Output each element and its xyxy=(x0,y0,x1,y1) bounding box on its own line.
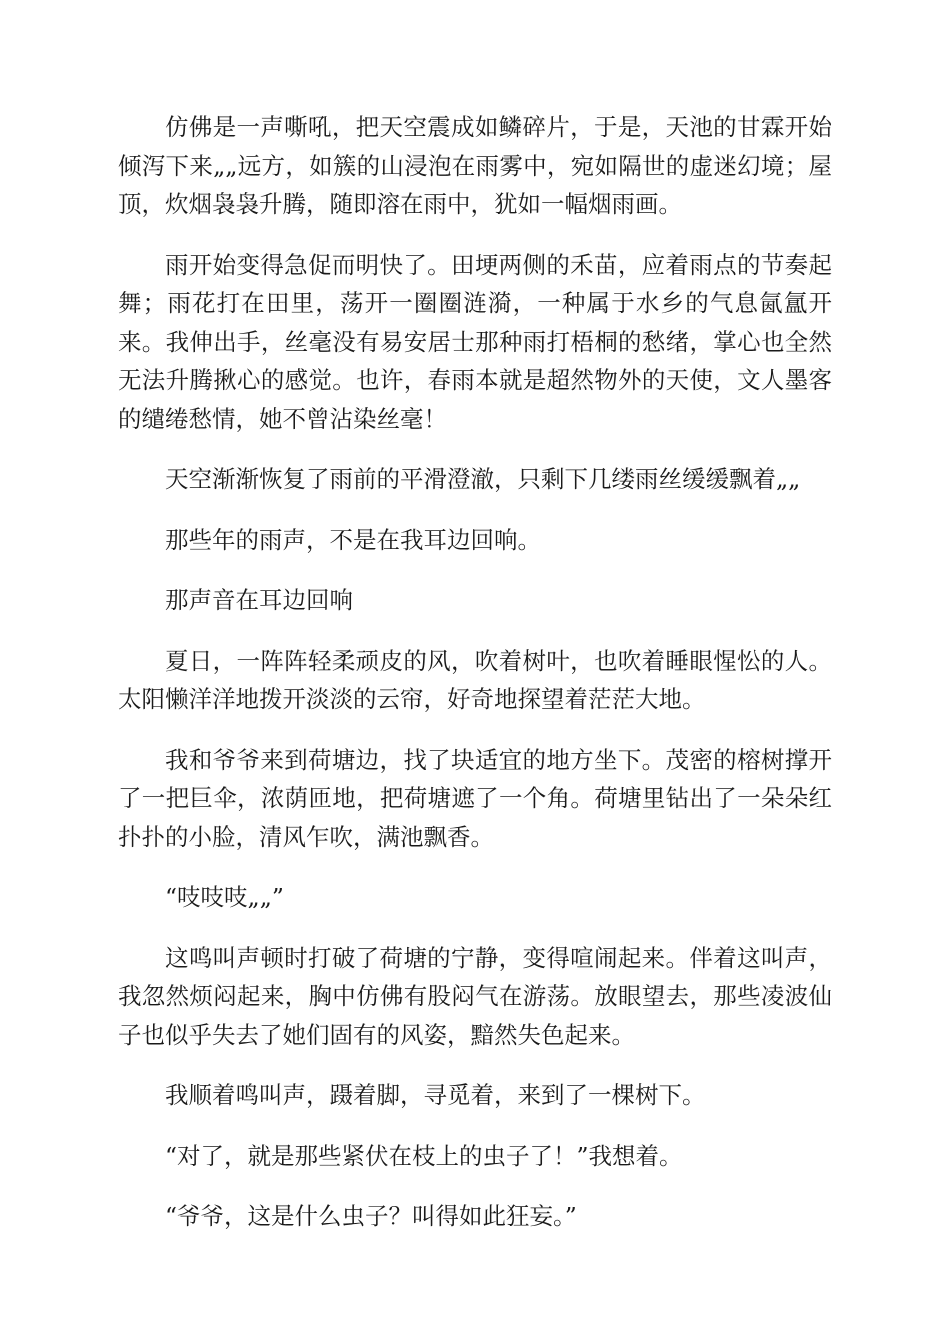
paragraph-5-heading: 那声音在耳边回响 xyxy=(165,586,353,614)
paragraph-12: “爷爷，这是什么虫子？叫得如此狂妄。” xyxy=(165,1202,577,1230)
paragraph-8: “吱吱吱„„” xyxy=(165,883,284,911)
paragraph-9: 这鸣叫声顿时打破了荷塘的宁静，变得喧闹起来。伴着这叫声，我忽然烦闷起来，胸中仿佛有股闷气在游荡。放眼望去，那些凌波仙子也似乎失去了她们固有的风姿，黯然失色起来。 xyxy=(118,943,832,1049)
document-page xyxy=(118,108,832,1258)
paragraph-4: 那些年的雨声，不是在我耳边回响。 xyxy=(165,525,541,554)
paragraph-6: 夏日，一阵阵轻柔顽皮的风，吹着树叶，也吹着睡眼惺忪的人。太阳懒洋洋地拨开淡淡的云帘，好奇地探望着茫茫大地。 xyxy=(118,646,832,713)
paragraph-7: 我和爷爷来到荷塘边，找了块适宜的地方坐下。茂密的榕树撑开了一把巨伞，浓荫匝地，把荷塘遮了一个角。荷塘里钻出了一朵朵红扑扑的小脸，清风乍吹，满池飘香。 xyxy=(118,745,832,851)
paragraph-10: 我顺着鸣叫声，蹑着脚，寻觅着，来到了一棵树下。 xyxy=(165,1081,706,1109)
paragraph-1: 仿佛是一声嘶吼，把天空震成如鳞碎片，于是，天池的甘霖开始倾泻下来„„远方，如簇的山浸泡在雨雾中，宛如隔世的虚迷幻境；屋顶，炊烟袅袅升腾，随即溶在雨中，犹如一幅烟雨画。 xyxy=(118,113,832,218)
paragraph-3: 天空渐渐恢复了雨前的平滑澄澈，只剩下几缕雨丝缓缓飘着„„ xyxy=(165,465,801,493)
paragraph-11: “对了，就是那些紧伏在枝上的虫子了！”我想着。 xyxy=(165,1141,683,1170)
paragraph-2: 雨开始变得急促而明快了。田埂两侧的禾苗，应着雨点的节奏起舞；雨花打在田里，荡开一圈圈涟漪，一种属于水乡的气息氤氲开来。我伸出手，丝毫没有易安居士那种雨打梧桐的愁绪，掌心也全然无法升腾揪心的感觉。也许，春雨本就是超然物外的天使，文人墨客的缱绻愁情，她不曾沾染丝毫！ xyxy=(118,250,832,433)
